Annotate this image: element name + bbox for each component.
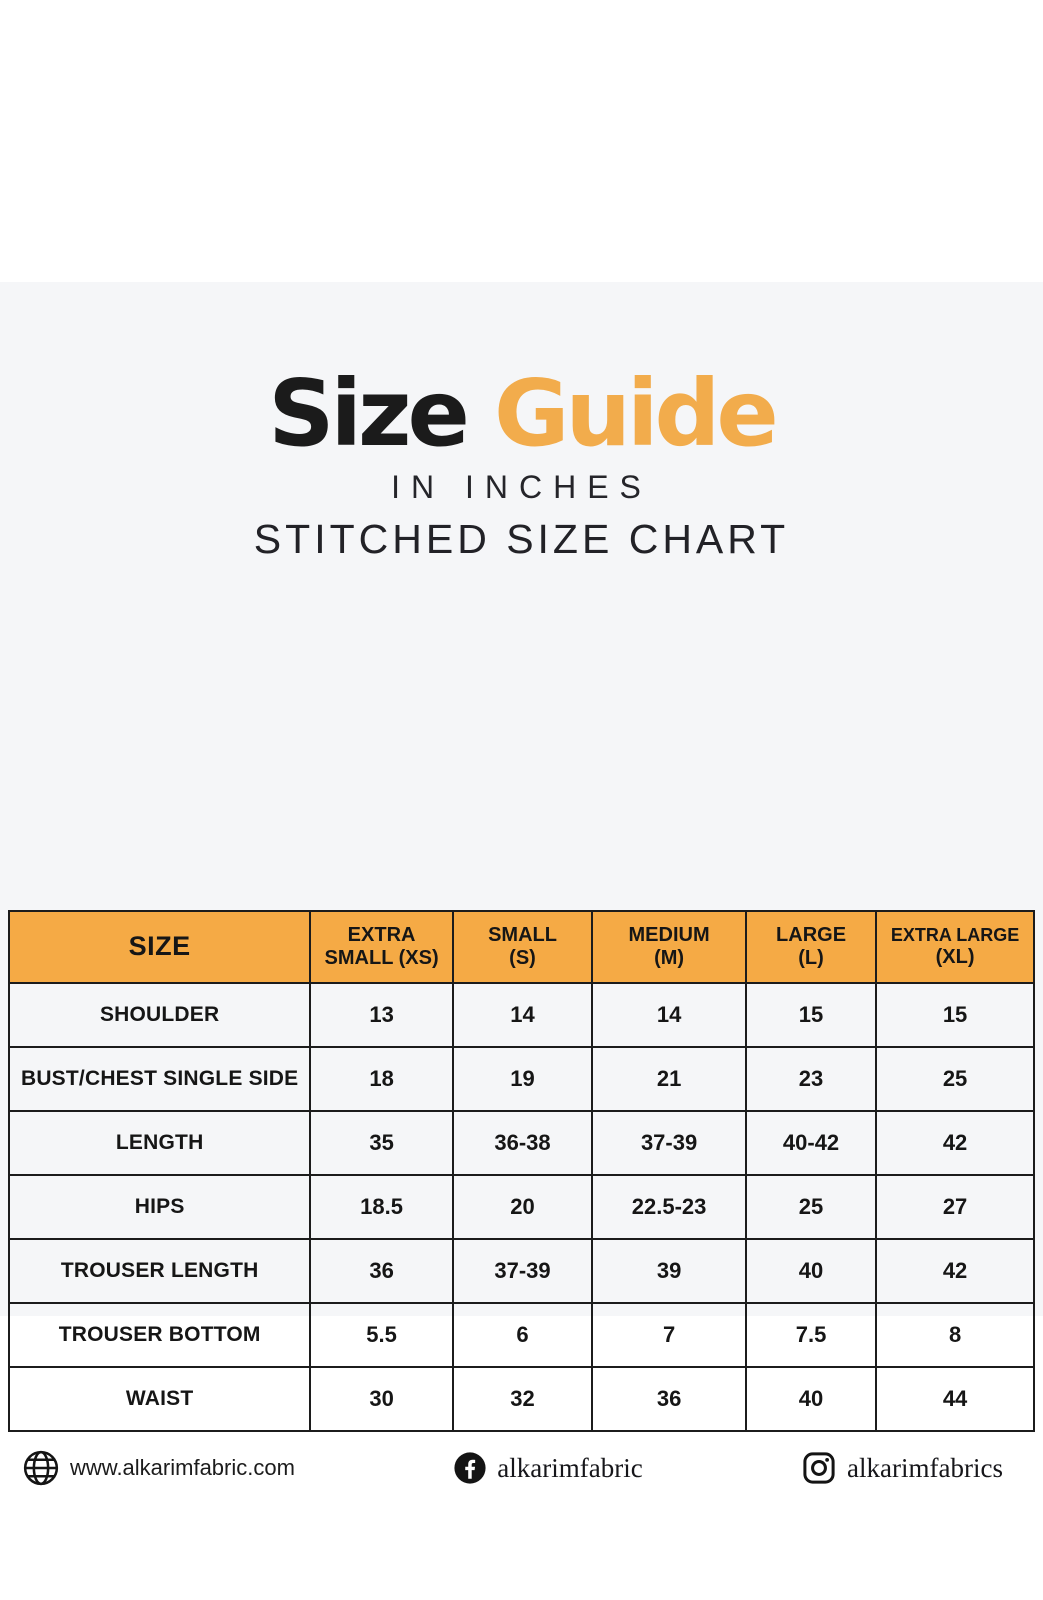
size-chart-table: [8, 910, 1035, 1432]
title-word-size: Size: [268, 360, 466, 467]
title-block: [0, 360, 1043, 563]
table-header-row: [9, 911, 1034, 983]
measurement-label: WAIST: [9, 1367, 310, 1431]
measurement-value: 36: [310, 1239, 452, 1303]
table-row: [9, 1303, 1034, 1367]
table-row: [9, 1175, 1034, 1239]
measurement-value: 25: [876, 1047, 1034, 1111]
measurement-value: 8: [876, 1303, 1034, 1367]
measurement-value: 6: [453, 1303, 592, 1367]
measurement-value: 5.5: [310, 1303, 452, 1367]
facebook-icon: [453, 1451, 487, 1485]
measurement-value: 13: [310, 983, 452, 1047]
subtitle-in-inches: IN INCHES: [391, 469, 652, 506]
measurement-label: HIPS: [9, 1175, 310, 1239]
measurement-value: 21: [592, 1047, 746, 1111]
column-header: MEDIUM (M): [592, 911, 746, 983]
measurement-value: 7: [592, 1303, 746, 1367]
measurement-value: 23: [746, 1047, 876, 1111]
measurement-label: LENGTH: [9, 1111, 310, 1175]
measurement-label: TROUSER LENGTH: [9, 1239, 310, 1303]
measurement-value: 15: [876, 983, 1034, 1047]
measurement-value: 37-39: [453, 1239, 592, 1303]
measurement-label: SHOULDER: [9, 983, 310, 1047]
facebook-handle-text: alkarimfabric: [497, 1452, 643, 1483]
instagram-icon: [801, 1450, 837, 1486]
measurement-value: 36: [592, 1367, 746, 1431]
website-text: www.alkarimfabric.com: [70, 1455, 295, 1480]
page-title: [0, 360, 1043, 467]
measurement-value: 40: [746, 1367, 876, 1431]
measurement-value: 39: [592, 1239, 746, 1303]
content-band: [0, 282, 1043, 1483]
globe-icon: [22, 1449, 60, 1487]
measurement-value: 7.5: [746, 1303, 876, 1367]
measurement-value: 40-42: [746, 1111, 876, 1175]
title-word-guide: Guide: [493, 360, 775, 467]
column-header: LARGE (L): [746, 911, 876, 983]
measurement-value: 32: [453, 1367, 592, 1431]
column-header: SMALL (S): [453, 911, 592, 983]
table-body: [9, 983, 1034, 1431]
measurement-label: TROUSER BOTTOM: [9, 1303, 310, 1367]
measurement-value: 30: [310, 1367, 452, 1431]
measurement-value: 14: [592, 983, 746, 1047]
facebook-link: [453, 1451, 642, 1485]
footer: [0, 1442, 1043, 1494]
measurement-value: 42: [876, 1111, 1034, 1175]
instagram-link: [801, 1450, 1003, 1486]
table-row: [9, 1111, 1034, 1175]
measurement-value: 36-38: [453, 1111, 592, 1175]
instagram-handle-text: alkarimfabrics: [847, 1452, 1003, 1483]
subtitle-stitched-size-chart: STITCHED SIZE CHART: [253, 516, 790, 563]
table-row: [9, 983, 1034, 1047]
measurement-value: 19: [453, 1047, 592, 1111]
measurement-value: 40: [746, 1239, 876, 1303]
measurement-value: 42: [876, 1239, 1034, 1303]
measurement-value: 15: [746, 983, 876, 1047]
measurement-value: 44: [876, 1367, 1034, 1431]
table-row: [9, 1367, 1034, 1431]
measurement-value: 37-39: [592, 1111, 746, 1175]
website-link: [22, 1449, 295, 1487]
measurement-value: 22.5-23: [592, 1175, 746, 1239]
measurement-value: 27: [876, 1175, 1034, 1239]
table-row: [9, 1047, 1034, 1111]
column-header: EXTRA LARGE (XL): [876, 911, 1034, 983]
measurement-label: BUST/CHEST SINGLE SIDE: [9, 1047, 310, 1111]
measurement-value: 20: [453, 1175, 592, 1239]
measurement-value: 25: [746, 1175, 876, 1239]
size-column-header: SIZE: [9, 911, 310, 983]
measurement-value: 14: [453, 983, 592, 1047]
column-header: EXTRA SMALL (XS): [310, 911, 452, 983]
table-row: [9, 1239, 1034, 1303]
measurement-value: 18: [310, 1047, 452, 1111]
measurement-value: 18.5: [310, 1175, 452, 1239]
measurement-value: 35: [310, 1111, 452, 1175]
